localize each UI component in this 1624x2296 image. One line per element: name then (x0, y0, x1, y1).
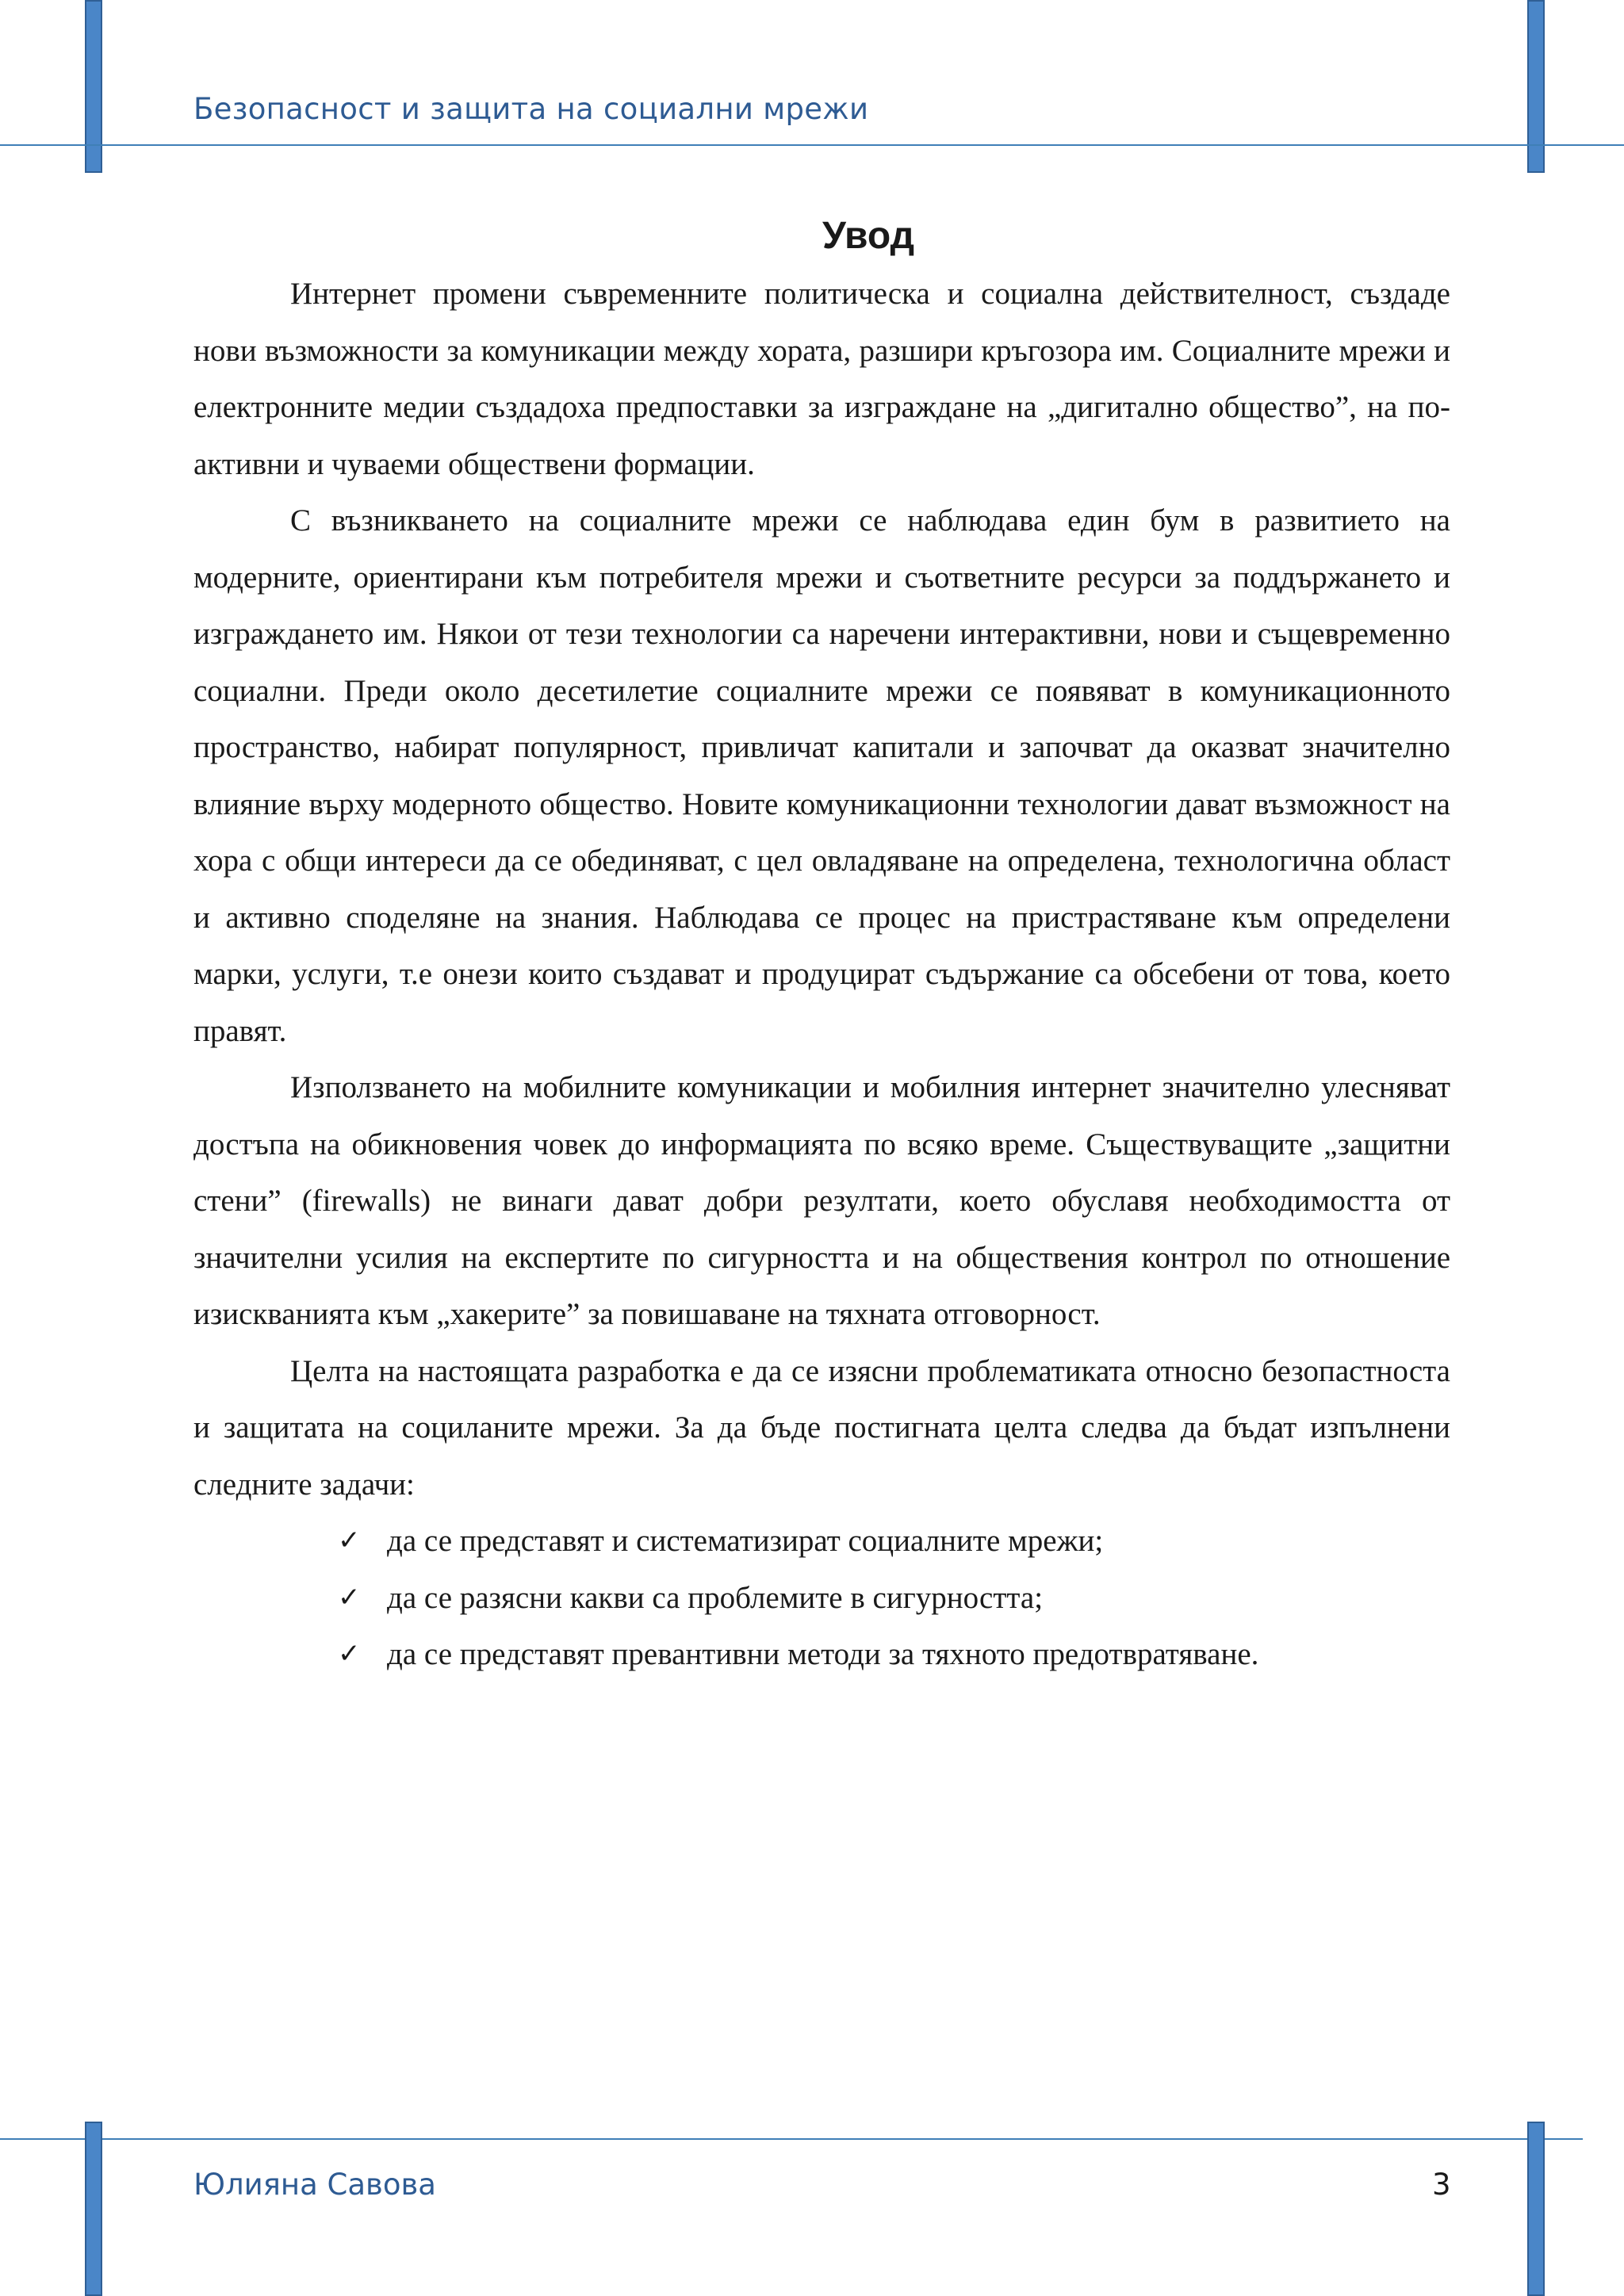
task-text: да се разясни какви са проблемите в сигурността; (387, 1580, 1044, 1615)
task-item (193, 1513, 1450, 1570)
checkmark-icon: ✓ (338, 1525, 361, 1556)
paragraph-4: Целта на настоящата разработка е да се изясни проблематиката относно безопастноста и защитата на социланите мрежи. За да бъде постигната целта следва да бъдат изпълнени следните задачи: (193, 1353, 1450, 1502)
footer-author: Юлияна Савова (193, 2168, 436, 2202)
task-item (193, 1570, 1450, 1627)
task-list (193, 1513, 1450, 1683)
running-header-title: Безопасност и защита на социални мрежи (193, 92, 869, 126)
header-right-bar (1527, 0, 1545, 173)
header-left-bar (85, 0, 102, 173)
document-body (193, 266, 1450, 1683)
page-number: 3 (1432, 2168, 1451, 2202)
task-text: да се представят превантивни методи за тяхното предотвратяване. (387, 1637, 1259, 1671)
paragraph-3: Използването на мобилните комуникации и мобилния интернет значително улесняват достъпа на обикновения човек до информацията по всяко време. Съществуващите „защитни стени” (firewalls) не винаги дават добри резултати, което обуславя необходимостта от значителни усилия на експертите по сигурността и на обществения контрол по отношение изискванията към „хакерите” за повишаване на тяхната отговорност. (193, 1070, 1450, 1331)
paragraph-2: С възникването на социалните мрежи се наблюдава един бум в развитието на модерните, ориентирани към потребителя мрежи и съответните ресурси за поддържането и изграждането им. Някои от тези технологии са наречени интерактивни, нови и същевременно социални. Преди около десетилетие социалните мрежи се появяват в комуникационното пространство, набират популярност, привличат капитали и започват да оказват значително влияние върху модерното общество. Новите комуникационни технологии дават възможност на хора с общи интереси да се обединяват, с цел овладяване на определена, технологична област и активно споделяне на знания. Наблюдава се процес на пристрастяване към определени марки, услуги, т.е онези които създават и продуцират съдържание са обсебени от това, което правят. (193, 503, 1450, 1048)
checkmark-icon: ✓ (338, 1581, 361, 1613)
task-item (193, 1626, 1450, 1683)
footer-right-bar (1527, 2122, 1545, 2296)
task-text: да се представят и систематизират социалните мрежи; (387, 1524, 1104, 1558)
checkmark-icon: ✓ (338, 1638, 361, 1670)
paragraph-1: Интернет промени съвременните политическа и социална действителност, създаде нови възможности за комуникации между хората, разшири кръгозора им. Социалните мрежи и електронните медии създадоха предпоставки за изграждане на „дигитално общество”, на по-активни и чуваеми обществени формации. (193, 277, 1450, 481)
footer-left-bar (85, 2122, 102, 2296)
header-rule (0, 144, 1624, 146)
footer-rule (0, 2138, 1583, 2140)
section-heading: Увод (822, 215, 915, 258)
